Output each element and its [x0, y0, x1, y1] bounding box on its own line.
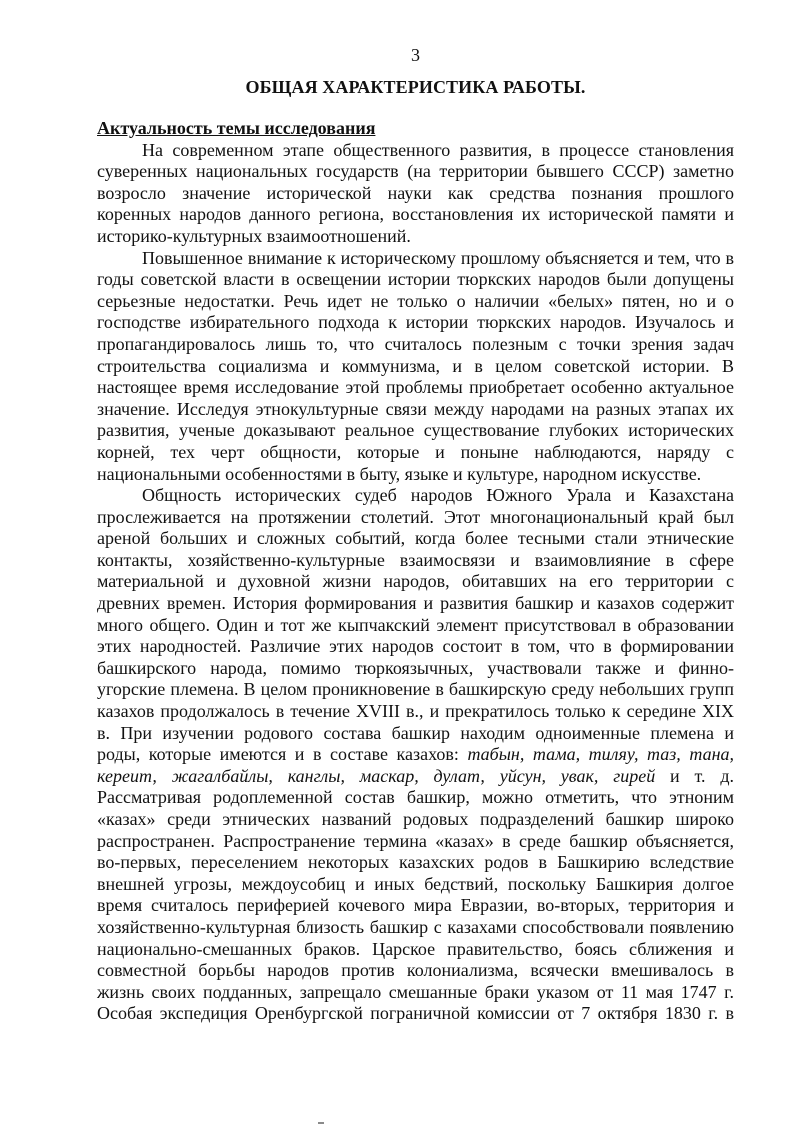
tribe-names-italic: табын, тама, тиляу, таз, тана, — [467, 744, 734, 765]
text-line: внешней угрозы, междоусобиц и иных бедствий, поскольку Башкирия долгое — [97, 873, 734, 894]
text-fragment: роды, которые имеются и в составе казахов: — [97, 744, 468, 765]
document-page — [97, 44, 734, 1025]
text-line: Особая экспедиция Оренбургской пограничной комиссии от 7 октября 1830 г. в — [97, 1003, 734, 1024]
text-line: древних времен. История формирования и развития башкир и казахов содержит — [97, 593, 734, 614]
text-line: хозяйственно-культурная близость башкир с казахами способствовали появлению — [97, 916, 734, 937]
paragraph-2 — [97, 248, 734, 486]
text-line: Общность исторических судеб народов Южного Урала и Казахстана — [97, 485, 734, 506]
text-line: время считалось периферией кочевого мира Евразии, во-вторых, территория и — [97, 895, 734, 916]
text-line: контакты, хозяйственно-культурные взаимосвязи и взаимовлияние в сфере — [97, 549, 734, 570]
text-line: коренных народов данного региона, восстановления их исторической памяти и — [97, 204, 734, 225]
text-line: распространен. Распространение термина «казах» в среде башкир объясняется, — [97, 830, 734, 851]
text-line: значение. Исследуя этнокультурные связи между народами на разных этапах их — [97, 398, 734, 419]
text-line: казахов продолжалось в течение XVIII в., и прекратилось только к середине XIX — [97, 701, 734, 722]
text-line: много общего. Один и тот же кыпчакский элемент присутствовал в образовании — [97, 614, 734, 635]
text-line: угорские племена. В целом проникновение в башкирскую среду небольших групп — [97, 679, 734, 700]
text-line: во-первых, переселением некоторых казахских родов в Башкирию вследствие — [97, 852, 734, 873]
document-title: ОБЩАЯ ХАРАКТЕРИСТИКА РАБОТЫ. — [245, 77, 586, 97]
text-line: суверенных национальных государств (на территории бывшего СССР) заметно — [97, 161, 734, 182]
text-line: «казах» среди этнических названий родовых подразделений башкир широко — [97, 809, 734, 829]
text-line: годы советской власти в освещении истории тюркских народов были допущены — [97, 269, 734, 290]
text-line: жизнь своих подданных, запрещало смешанные браки указом от 11 мая 1747 г. — [97, 981, 734, 1002]
text-line: строительства социализма и коммунизма, и в целом советской истории. В — [97, 355, 734, 376]
scan-artifact-mark — [318, 1122, 324, 1124]
text-line: Рассматривая родоплеменной состав башкир, можно отметить, что этноним — [97, 787, 734, 808]
text-line: историко-культурных взаимоотношений. — [97, 225, 411, 246]
text-line: материальной и духовной жизни народов, обитавших на его территории с — [97, 571, 734, 592]
text-line: настоящее время исследование этой проблемы приобретает особенно актуальное — [97, 377, 734, 398]
text-line-with-tribe-names — [97, 766, 734, 788]
text-line: развития, ученые доказывают реальное существование глубоких исторических — [97, 420, 734, 441]
text-line: прослеживается на протяжении столетий. Этот многонациональный край был — [97, 506, 734, 527]
text-line: совместной борьбы народов против колониализма, всячески вмешивалось в — [97, 960, 734, 981]
text-line: серьезные недостатки. Речь идет не только о наличии «белых» пятен, но и о — [97, 290, 734, 311]
text-line: в. При изучении родового состава башкир находим одноименные племена и — [97, 722, 734, 743]
tribe-names-italic: кереит, жагалбайлы, канглы, маскар, дулат, уйсун, увак, гирей — [97, 765, 656, 786]
page-number: 3 — [411, 45, 420, 65]
paragraph-1 — [97, 140, 734, 248]
text-line: корней, тех черт общности, которые и поныне наблюдаются, наряду с — [97, 441, 734, 462]
text-line: этих народностей. Различие этих народов состоит в том, что в формировании — [97, 636, 734, 657]
text-line: ареной больших и сложных событий, когда более тесными стали этнические — [97, 528, 734, 549]
text-line: башкирского народа, помимо тюркоязычных, участвовали также и финно- — [97, 657, 734, 678]
paragraph-3 — [97, 485, 734, 1025]
text-line: господстве избирательного подхода к истории тюркских народов. Изучалось и — [97, 312, 734, 333]
text-line: национальными особенностями в быту, языке и культуре, народном искусстве. — [97, 463, 702, 484]
text-line: возросло значение исторической науки как средства познания прошлого — [97, 182, 734, 203]
text-fragment: и т. д. — [655, 765, 734, 786]
text-line: Повышенное внимание к историческому прошлому объясняется и тем, что в — [97, 247, 734, 268]
section-heading: Актуальность темы исследования — [97, 118, 376, 138]
text-line: пропагандировалось лишь то, что считалось полезным с точки зрения задач — [97, 333, 734, 354]
text-line: национально-смешанных браков. Царское правительство, боясь сближения и — [97, 938, 734, 959]
text-line: На современном этапе общественного развития, в процессе становления — [97, 139, 734, 160]
text-line-with-tribe-names — [97, 744, 734, 766]
